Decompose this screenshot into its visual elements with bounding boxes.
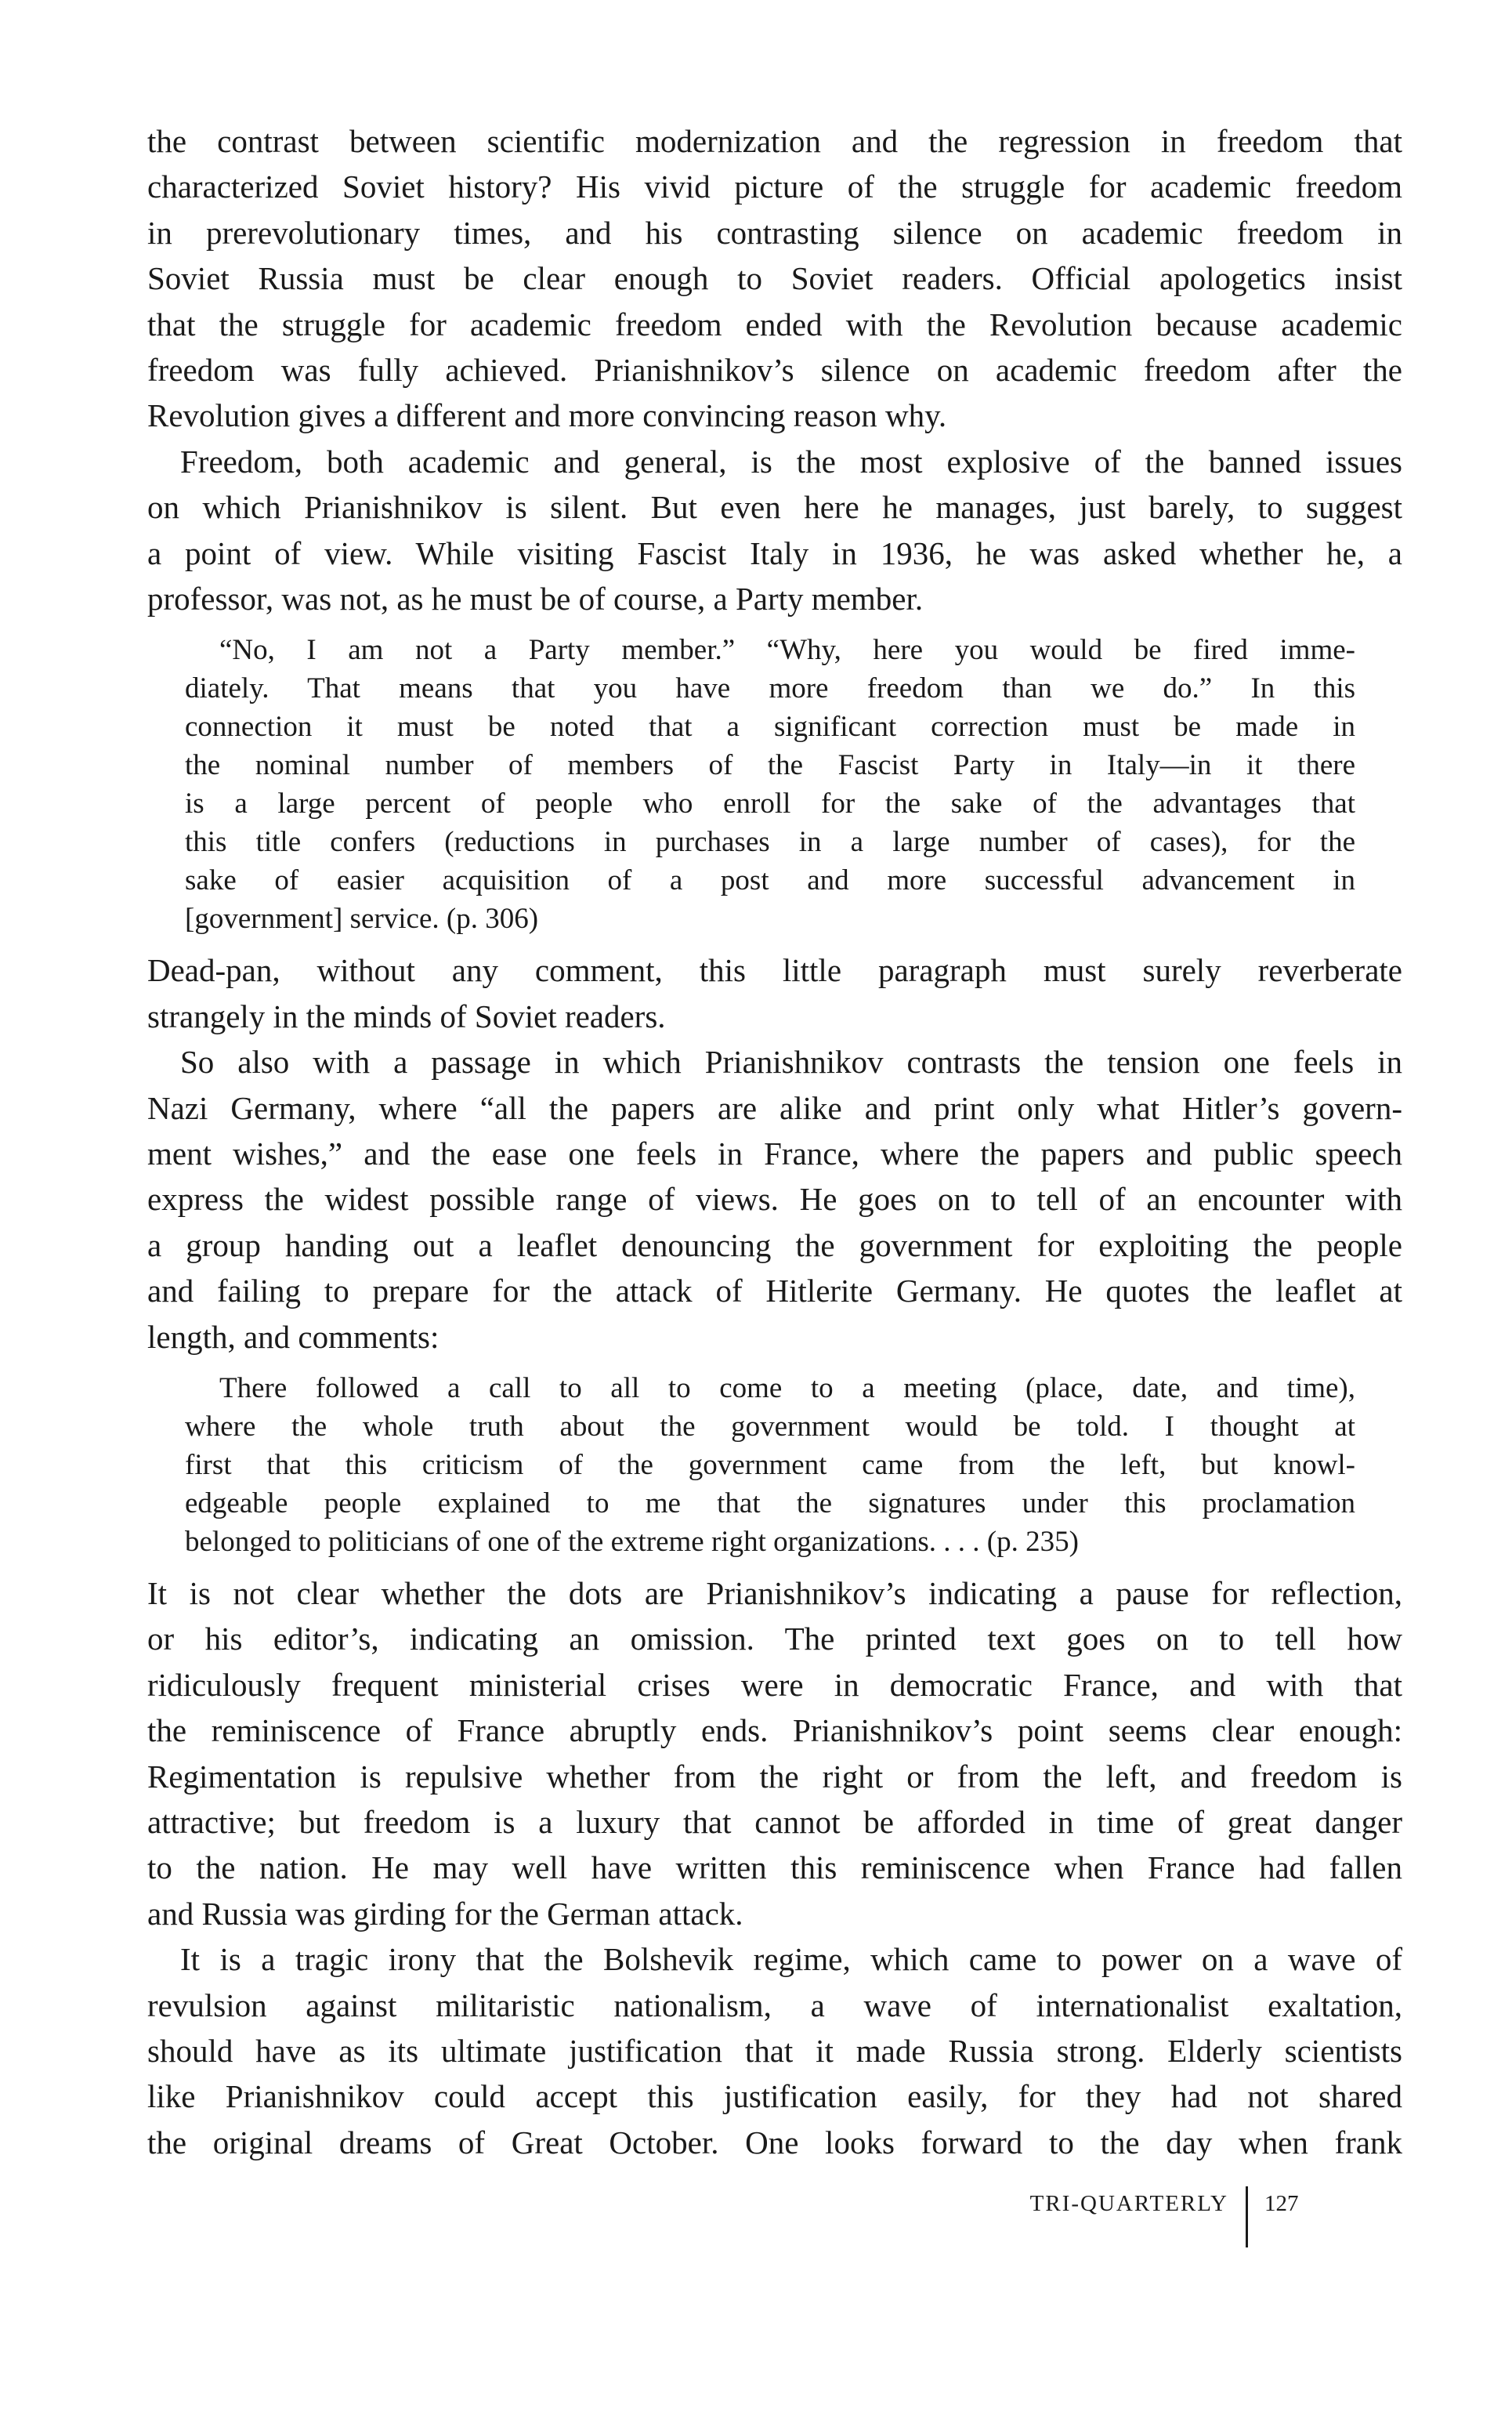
text-line: a point of view. While visiting Fascist Italy in 1936, he was asked whether he, a [147,534,1402,571]
block-quote [185,1369,1355,1561]
text-line: and failing to prepare for the attack of Hitlerite Germany. He quotes the leaflet at [147,1273,1402,1309]
paragraph [147,947,1402,1039]
paragraph [147,118,1402,439]
text-line: first that this criticism of the government came from the left, but knowl- [185,1449,1355,1481]
block-quote [185,631,1355,938]
text-line: in prerevolutionary times, and his contrasting silence on academic freedom in [147,214,1402,251]
text-line: It is not clear whether the dots are Prianishnikov’s indicating a pause for reflection, [147,1575,1402,1611]
text-line: So also with a passage in which Prianishnikov contrasts the tension one feels in [180,1044,1402,1081]
text-line: belonged to politicians of one of the extreme right organizations. . . . (p. 235) [185,1526,1079,1558]
text-line: length, and comments: [147,1318,439,1355]
text-line: Nazi Germany, where “all the papers are alike and print only what Hitler’s govern- [147,1089,1402,1126]
text-line: sake of easier acquisition of a post and more successful advancement in [185,864,1355,897]
text-line: Revolution gives a different and more convincing reason why. [147,397,947,434]
running-head: TRI-QUARTERLY [1029,2191,1228,2216]
text-line: or his editor’s, indicating an omission. The printed text goes on to tell how [147,1621,1402,1657]
paragraph [147,1936,1402,2165]
paragraph [147,1039,1402,1360]
text-line: [government] service. (p. 306) [185,903,539,936]
text-line: where the whole truth about the government would be told. I thought at [185,1411,1355,1443]
text-line: There followed a call to all to come to a meeting (place, date, and time), [219,1372,1355,1404]
text-line: the original dreams of Great October. One looks forward to the day when frank [147,2124,1402,2160]
text-line: Regimentation is repulsive whether from the right or from the left, and freedom is [147,1758,1402,1795]
text-line: It is a tragic irony that the Bolshevik regime, which came to power on a wave of [180,1941,1402,1978]
text-line: edgeable people explained to me that the signatures under this proclamation [185,1487,1355,1519]
text-line: on which Prianishnikov is silent. But even here he manages, just barely, to suggest [147,489,1402,526]
text-line: Dead-pan, without any comment, this little paragraph must surely reverberate [147,952,1402,989]
footer-divider [1246,2186,1248,2247]
text-line: a group handing out a leaflet denouncing the government for exploiting the people [147,1226,1402,1263]
text-line: ment wishes,” and the ease one feels in France, where the papers and public speech [147,1135,1402,1172]
text-line: revulsion against militaristic nationalism, a wave of internationalist exaltation, [147,1987,1402,2023]
paragraph [147,439,1402,622]
text-line: express the widest possible range of views. He goes on to tell of an encounter with [147,1181,1402,1218]
text-line: Soviet Russia must be clear enough to Soviet readers. Official apologetics insist [147,260,1402,297]
text-line: Freedom, both academic and general, is the most explosive of the banned issues [180,443,1402,480]
text-line: ridiculously frequent ministerial crises were in democratic France, and with that [147,1666,1402,1703]
page-footer [971,2186,1316,2249]
text-line: and Russia was girding for the German attack. [147,1895,743,1932]
text-line: is a large percent of people who enroll for the sake of the advantages that [185,788,1355,820]
text-line: characterized Soviet history? His vivid picture of the struggle for academic freedom [147,168,1402,205]
text-line: connection it must be noted that a significant correction must be made in [185,711,1355,744]
text-line: diately. That means that you have more freedom than we do.” In this [185,672,1355,705]
text-line: “No, I am not a Party member.” “Why, here you would be fired imme- [219,634,1355,667]
text-line: should have as its ultimate justification that it made Russia strong. Elderly scientists [147,2032,1402,2069]
text-line: to the nation. He may well have written this reminiscence when France had fallen [147,1849,1402,1886]
text-line: the contrast between scientific modernization and the regression in freedom that [147,123,1402,159]
paragraph [147,1570,1402,1936]
page-number: 127 [1264,2191,1299,2216]
text-line: that the struggle for academic freedom ended with the Revolution because academic [147,306,1402,342]
text-line: freedom was fully achieved. Prianishnikov’s silence on academic freedom after the [147,351,1402,388]
text-line: strangely in the minds of Soviet readers. [147,998,666,1034]
text-line: the nominal number of members of the Fascist Party in Italy—in it there [185,749,1355,782]
text-line: this title confers (reductions in purchases in a large number of cases), for the [185,826,1355,859]
text-line: like Prianishnikov could accept this justification easily, for they had not shared [147,2078,1402,2115]
text-line: the reminiscence of France abruptly ends. Prianishnikov’s point seems clear enough: [147,1712,1402,1749]
text-line: professor, was not, as he must be of course, a Party member. [147,580,924,617]
text-line: attractive; but freedom is a luxury that cannot be afforded in time of great danger [147,1803,1402,1840]
